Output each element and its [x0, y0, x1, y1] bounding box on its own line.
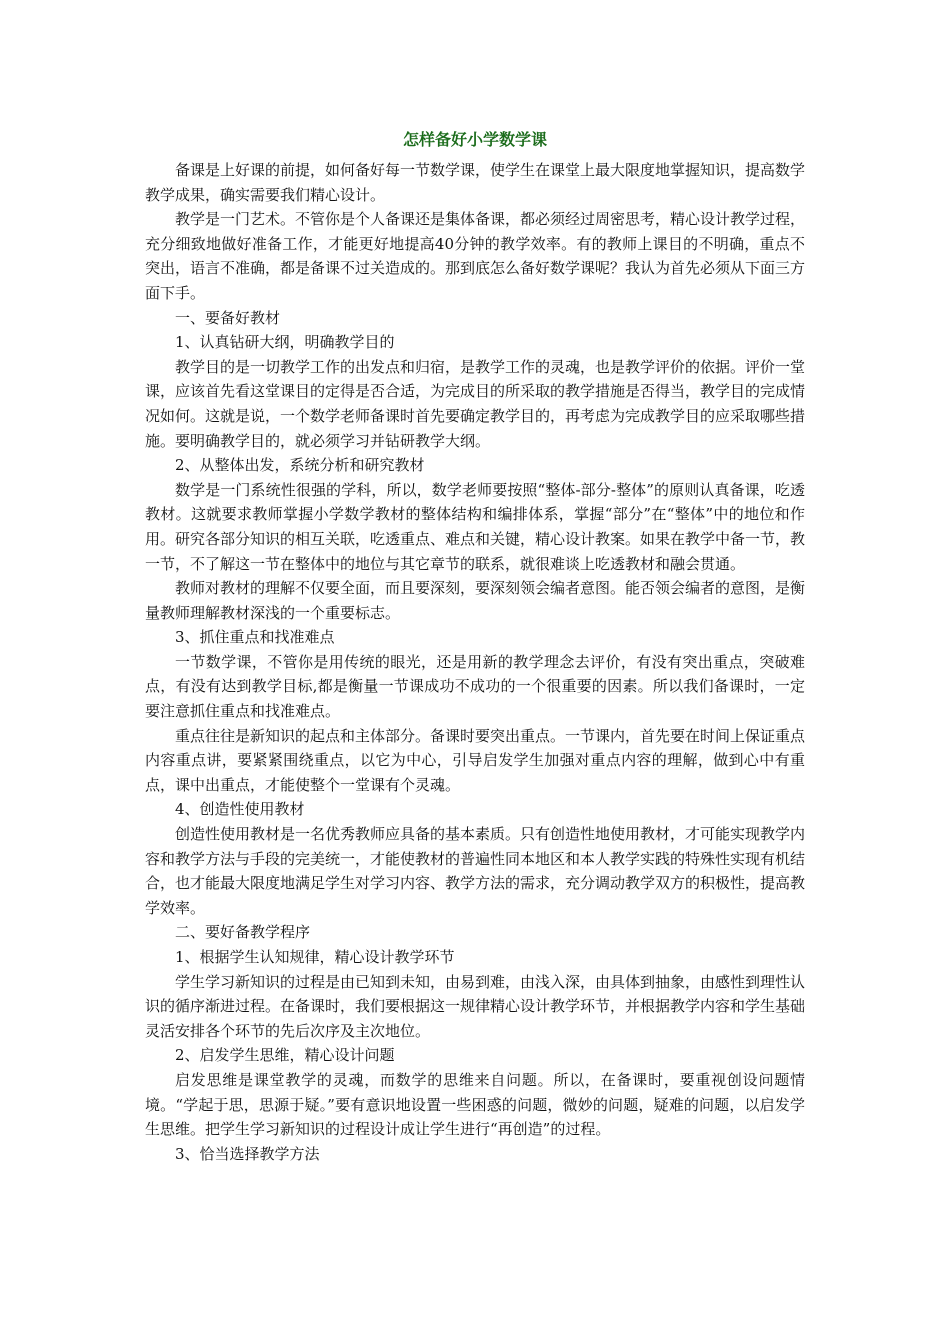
subsection-heading: 3、恰当选择教学方法 — [175, 1144, 320, 1163]
paragraph: 数学是一门系统性很强的学科，所以，数学老师要按照“整体-部分-整体”的原则认真备课，吃透教材。这就要求教师掌握小学数学教材的整体结构和编排体系，掌握“部分”在“整体”中的地位和作用。研究各部分知识的相互关联，吃透重点、难点和关键，精心设计教案。如果在教学中备一节，教一节，不了解这一节在整体中的地位与其它章节的联系，就很难谈上吃透教材和融会贯通。 — [145, 480, 806, 573]
subsection-heading: 2、从整体出发，系统分析和研究教材 — [175, 456, 425, 475]
paragraph: 创造性使用教材是一名优秀教师应具备的基本素质。只有创造性地使用教材，才可能实现教学内容和教学方法与手段的完美统一，才能使教材的普遍性同本地区和本人教学实践的特殊性实现有机结合，也才能最大限度地满足学生对学习内容、教学方法的需求，充分调动教学双方的积极性，提高教学效率。 — [145, 825, 806, 917]
paragraph: 教学目的是一切教学工作的出发点和归宿，是教学工作的灵魂，也是教学评价的依据。评价一堂课，应该首先看这堂课目的定得是否合适，为完成目的所采取的教学措施是否得当，教学目的完成情况如何。这就是说，一个数学老师备课时首先要确定教学目的，再考虑为完成教学目的应采取哪些措施。要明确教学目的，就必须学习并钻研教学大纲。 — [145, 357, 806, 450]
subsection-heading: 2、启发学生思维，精心设计问题 — [175, 1046, 395, 1065]
subsection-heading: 3、抓住重点和找准难点 — [175, 628, 335, 647]
section-heading: 一、要备好教材 — [175, 308, 281, 327]
subsection-heading: 1、认真钻研大纲，明确教学目的 — [175, 333, 395, 352]
paragraph: 备课是上好课的前提，如何备好每一节数学课，使学生在课堂上最大限度地掌握知识，提高数学教学成果，确实需要我们精心设计。 — [145, 161, 806, 204]
document-title: 怎样备好小学数学课 — [402, 130, 547, 149]
paragraph: 学生学习新知识的过程是由已知到未知，由易到难，由浅入深，由具体到抽象，由感性到理性认识的循序渐进过程。在备课时，我们要根据这一规律精心设计教学环节，并根据教学内容和学生基础灵活安排各个环节的先后次序及主次地位。 — [145, 972, 806, 1040]
paragraph: 教师对教材的理解不仅要全面，而且要深刻，要深刻领会编者意图。能否领会编者的意图，是衡量教师理解教材深浅的一个重要标志。 — [145, 579, 806, 622]
paragraph: 重点往往是新知识的起点和主体部分。备课时要突出重点。一节课内，首先要在时间上保证重点内容重点讲，要紧紧围绕重点，以它为中心，引导启发学生加强对重点内容的理解，做到心中有重点，课中出重点，才能使整个一堂课有个灵魂。 — [145, 726, 806, 794]
section-heading: 二、要好备教学程序 — [175, 923, 311, 942]
subsection-heading: 4、创造性使用教材 — [175, 800, 305, 819]
paragraph: 教学是一门艺术。不管你是个人备课还是集体备课，都必须经过周密思考，精心设计教学过程，充分细致地做好准备工作，才能更好地提高40分钟的教学效率。有的教师上课目的不明确，重点不突出，语言不准确，都是备课不过关造成的。那到底怎么备好数学课呢？我认为首先必须从下面三方面下手。 — [145, 210, 806, 302]
document-page — [145, 126, 805, 1166]
subsection-heading: 1、根据学生认知规律，精心设计教学环节 — [175, 948, 455, 966]
paragraph: 启发思维是课堂教学的灵魂，而数学的思维来自问题。所以，在备课时，要重视创设问题情境。“学起于思，思源于疑。”要有意识地设置一些困惑的问题，微妙的问题，疑难的问题，以启发学生思维。把学生学习新知识的过程设计成让学生进行“再创造”的过程。 — [145, 1070, 805, 1139]
paragraph: 一节数学课，不管你是用传统的眼光，还是用新的教学理念去评价，有没有突出重点，突破难点，有没有达到教学目标,都是衡量一节课成功不成功的一个很重要的因素。所以我们备课时，一定要注意抓住重点和找准难点。 — [145, 652, 805, 721]
